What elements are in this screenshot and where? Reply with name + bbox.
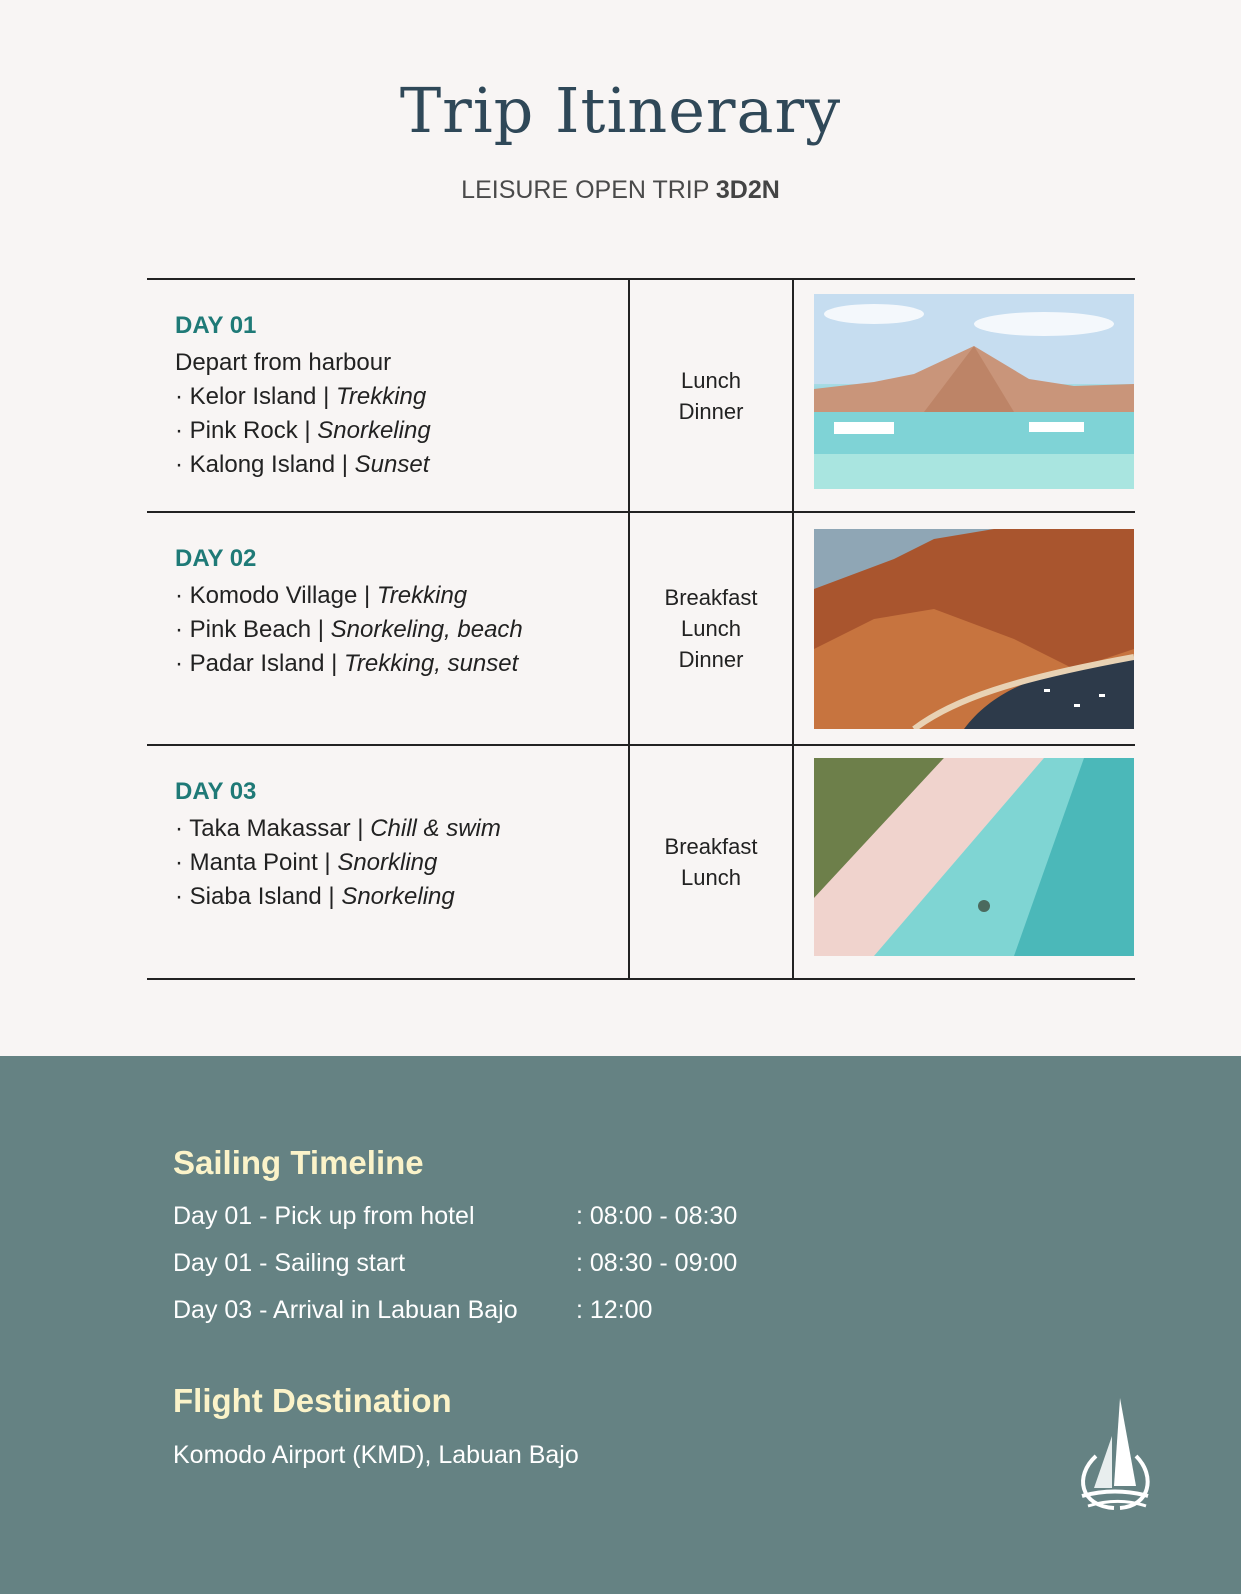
meals-cell <box>630 746 794 978</box>
day-line: · Pink Beach | Snorkeling, beach <box>175 616 523 643</box>
day-label: DAY 01 <box>175 312 257 339</box>
pink-beach-photo <box>814 758 1134 956</box>
itinerary-row-day-01 <box>147 280 1135 513</box>
day-line: · Komodo Village | Trekking <box>175 582 468 609</box>
day-line: · Pink Rock | Snorkeling <box>175 417 431 444</box>
itinerary-row-day-02 <box>147 513 1135 746</box>
day-label: DAY 03 <box>175 778 257 805</box>
day-label: DAY 02 <box>175 545 257 572</box>
subtitle-duration: 3D2N <box>715 176 780 204</box>
subtitle-prefix: LEISURE OPEN TRIP <box>461 176 709 204</box>
day-details <box>147 280 630 511</box>
meal: Lunch <box>681 865 741 890</box>
timeline-row: Day 01 - Pick up from hotel : 08:00 - 08:30 <box>173 1202 738 1230</box>
day-line: · Siaba Island | Snorkeling <box>175 883 455 910</box>
page-title: Trip Itinerary <box>399 74 842 147</box>
meal: Lunch <box>681 616 741 641</box>
itinerary-table <box>147 278 1135 980</box>
day-line: · Manta Point | Snorkling <box>175 849 438 876</box>
meal: Lunch <box>681 367 741 393</box>
itinerary-row-day-03 <box>147 746 1135 980</box>
meal: Breakfast <box>664 585 758 610</box>
photo-cell <box>794 746 1135 978</box>
day-line: · Kalong Island | Sunset <box>175 451 430 478</box>
meal: Dinner <box>678 398 744 424</box>
meal: Dinner <box>678 647 744 672</box>
kelor-island-photo <box>814 294 1134 489</box>
padar-island-photo <box>814 529 1134 729</box>
flight-destination-title: Flight Destination <box>173 1382 452 1419</box>
sailing-timeline-title: Sailing Timeline <box>173 1144 424 1181</box>
day-details <box>147 513 630 744</box>
timeline-row: Day 01 - Sailing start : 08:30 - 09:00 <box>173 1249 738 1277</box>
sailboat-logo-icon <box>1074 1396 1154 1526</box>
trip-info-panel <box>0 1056 1241 1594</box>
day-line: · Padar Island | Trekking, sunset <box>175 650 519 677</box>
photo-cell <box>794 280 1135 511</box>
day-line: Depart from harbour <box>175 349 392 376</box>
meals-cell <box>630 513 794 744</box>
day-line: · Taka Makassar | Chill & swim <box>175 815 501 842</box>
day-line: · Kelor Island | Trekking <box>175 383 427 410</box>
photo-cell <box>794 513 1135 744</box>
page-subtitle <box>0 176 1241 205</box>
meal: Breakfast <box>664 834 758 859</box>
timeline-row: Day 03 - Arrival in Labuan Bajo : 12:00 <box>173 1296 653 1324</box>
flight-destination-value: Komodo Airport (KMD), Labuan Bajo <box>173 1441 579 1469</box>
day-details <box>147 746 630 978</box>
meals-cell <box>630 280 794 511</box>
